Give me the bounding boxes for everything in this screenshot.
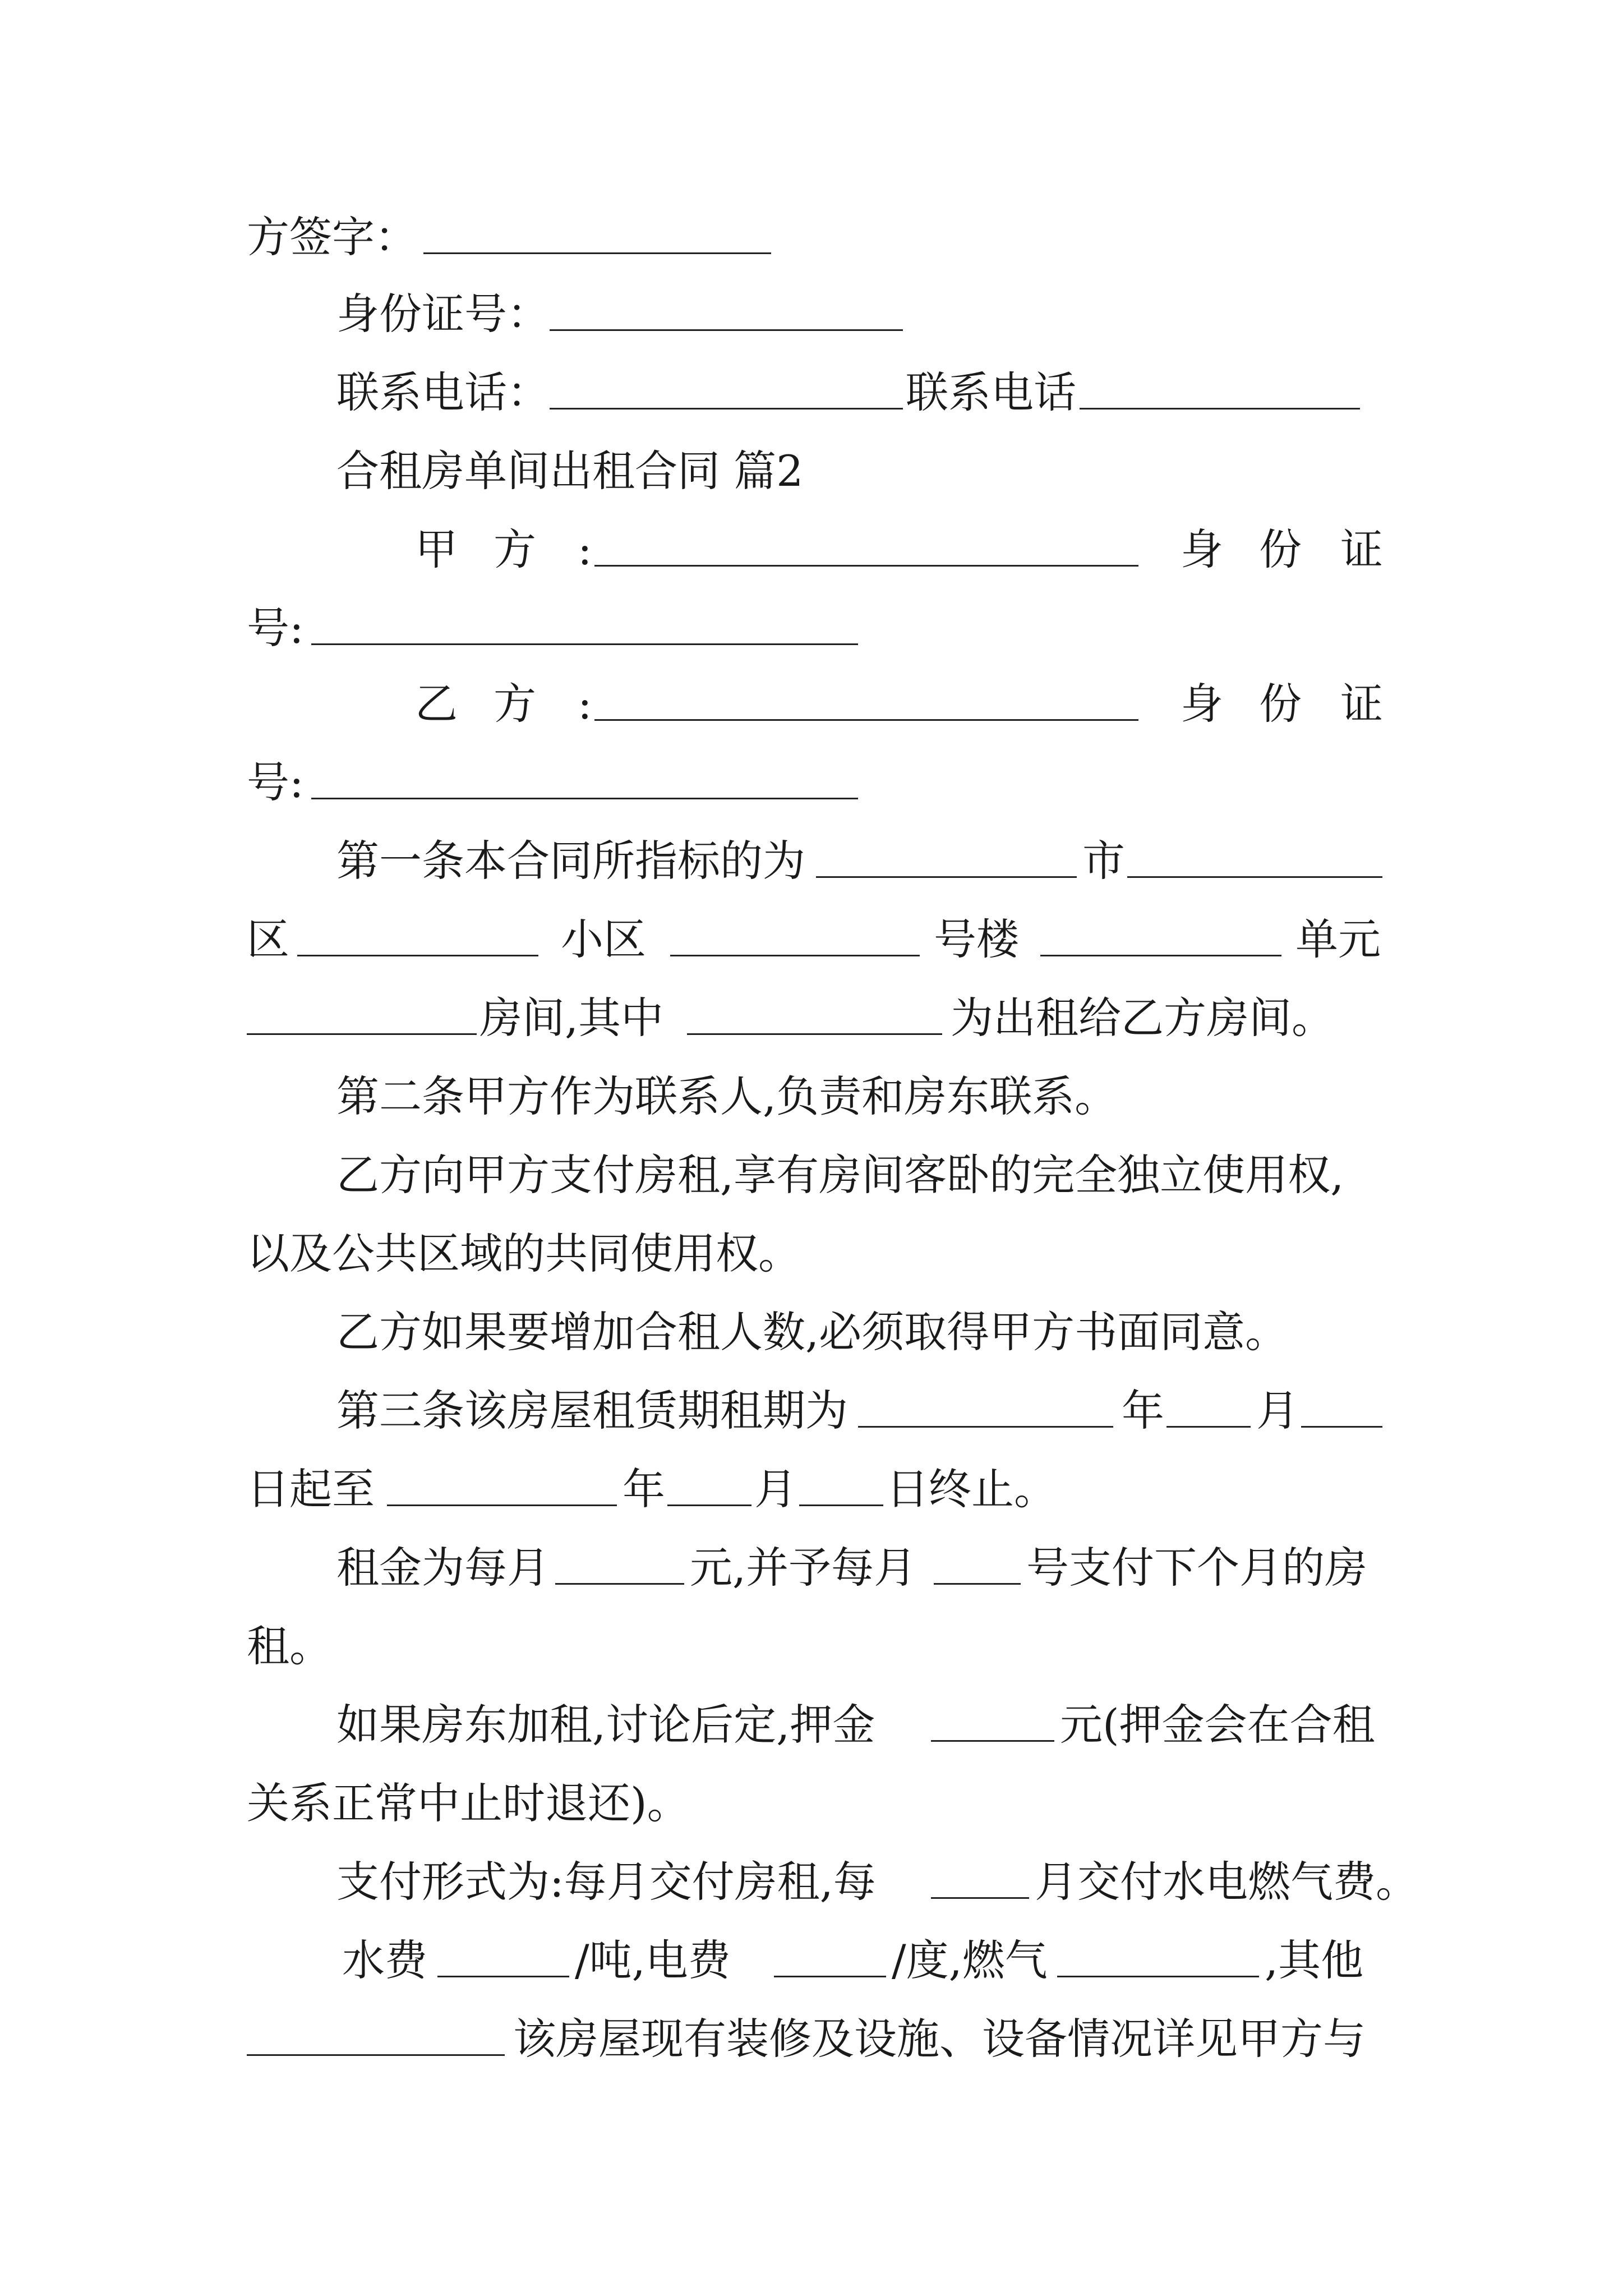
phone-label-1: 联系电话： [336, 367, 550, 417]
id-number-label: 身份证号： [336, 289, 550, 339]
community-blank [297, 955, 538, 956]
signature-line [0, 206, 1623, 268]
party-b-colon: : [578, 679, 592, 729]
start-year-blank [858, 1426, 1113, 1428]
party-a-colon: : [578, 524, 592, 574]
community-label: 小区 [561, 914, 646, 964]
end-day-blank [799, 1504, 883, 1506]
rent-amount-line [0, 1537, 1623, 1599]
party-a-char-1: 甲 [415, 524, 458, 574]
end-month-label: 月 [754, 1464, 797, 1514]
end-year-blank [387, 1504, 617, 1506]
section-title [0, 440, 1623, 502]
water-fee-label: 水费 [342, 1935, 427, 1985]
deposit-line-2 [0, 1773, 1623, 1834]
party-a-blank [594, 565, 1138, 567]
pay-day-label: 元,并予每月 [690, 1543, 917, 1593]
party-b-id-label: 号: [247, 757, 304, 807]
party-b-blank [594, 719, 1138, 721]
article-2-line [0, 1066, 1623, 1128]
article-3-text: 第三条该房屋租赁期租期为 [336, 1386, 848, 1435]
party-a-line [0, 519, 1623, 581]
phone-label-2: 联系电话 [906, 367, 1076, 417]
room-blank [247, 1033, 477, 1035]
rent-rights-text-2: 以及公共区域的共同使用权。 [247, 1228, 801, 1278]
gas-fee-label: /度,燃气 [892, 1935, 1048, 1985]
party-a-id-char-2: 份 [1259, 524, 1302, 574]
end-month-blank [667, 1504, 751, 1506]
district-blank-pre [1127, 876, 1382, 878]
party-b-char-1: 乙 [415, 679, 458, 729]
party-a-id-line [0, 597, 1623, 659]
city-blank [816, 876, 1077, 878]
start-year-label: 年 [1122, 1386, 1164, 1435]
signature-label: 方签字： [247, 212, 417, 262]
rent-amount-blank [555, 1583, 684, 1585]
start-day-blank [1301, 1426, 1382, 1428]
electricity-fee-label: /吨,电费 [575, 1935, 731, 1985]
party-b-id-char-2: 份 [1259, 679, 1302, 729]
article-1-line-1 [0, 830, 1623, 892]
facilities-text: 该房屋现有装修及设施、设备情况详见甲方与 [513, 2014, 1366, 2064]
district-label: 区 [247, 914, 289, 964]
deposit-note-2: 关系正常中止时退还)。 [247, 1778, 690, 1828]
rent-amount-label: 租金为每月 [336, 1543, 550, 1593]
building-label: 号楼 [934, 914, 1019, 964]
facilities-line [0, 2008, 1623, 2070]
rented-room-blank [687, 1033, 942, 1035]
tenant-increase-text: 乙方如果要增加合租人数,必须取得甲方书面同意。 [336, 1307, 1288, 1357]
section-title-text: 合租房单间出租合同 篇2 [336, 446, 804, 496]
tenant-increase-line [0, 1301, 1623, 1363]
end-date-label: 日起至 [247, 1464, 375, 1514]
signature-blank [423, 252, 771, 254]
phone-blank-2 [1080, 408, 1360, 409]
article-2-text: 第二条甲方作为联系人,负责和房东联系。 [336, 1071, 1118, 1121]
pay-day-blank [934, 1583, 1021, 1585]
deposit-note: 元(押金会在合租 [1060, 1700, 1375, 1750]
city-label: 市 [1082, 836, 1125, 886]
party-b-id-char-1: 身 [1181, 679, 1223, 729]
rent-rights-text-1: 乙方向甲方支付房租,享有房间客卧的完全独立使用权, [336, 1150, 1344, 1200]
party-b-id-line [0, 752, 1623, 813]
water-fee-blank [437, 1976, 569, 1977]
id-number-line [0, 283, 1623, 345]
party-a-id-char-3: 证 [1340, 524, 1383, 574]
article-1-line-3 [0, 987, 1623, 1049]
utility-months-blank [931, 1897, 1029, 1899]
article-1-line-2 [0, 909, 1623, 970]
id-number-blank [550, 329, 903, 331]
other-fee-label: ,其他 [1265, 1935, 1364, 1985]
building-blank [670, 955, 920, 956]
deposit-blank [931, 1740, 1054, 1742]
end-day-label: 日终止。 [886, 1464, 1057, 1514]
rent-rights-line-1 [0, 1144, 1623, 1206]
payment-method-line [0, 1851, 1623, 1913]
party-b-char-2: 方 [494, 679, 536, 729]
phone-line [0, 362, 1623, 424]
article-3-line-2 [0, 1458, 1623, 1520]
start-month-blank [1166, 1426, 1251, 1428]
rented-room-label: 为出租给乙方房间。 [951, 993, 1334, 1043]
start-month-label: 月 [1256, 1386, 1299, 1435]
end-year-label: 年 [623, 1464, 665, 1514]
rent-amount-line-2 [0, 1616, 1623, 1677]
unit-blank [1040, 955, 1281, 956]
phone-blank-1 [550, 408, 903, 409]
utility-payment-text: 月交付水电燃气费。 [1035, 1857, 1418, 1907]
party-a-id-label: 号: [247, 603, 304, 653]
party-a-char-2: 方 [494, 524, 536, 574]
next-month-text: 号支付下个月的房 [1026, 1543, 1367, 1593]
party-b-id-char-3: 证 [1340, 679, 1383, 729]
gas-fee-blank [1057, 1976, 1259, 1977]
party-a-id-char-1: 身 [1181, 524, 1223, 574]
deposit-label: 如果房东加租,讨论后定,押金 [336, 1700, 875, 1750]
party-a-id-blank [311, 643, 858, 645]
party-b-id-blank [311, 798, 858, 799]
article-1-text: 第一条本合同所指标的为 [336, 836, 805, 886]
utility-rates-line [0, 1930, 1623, 1991]
deposit-line [0, 1694, 1623, 1756]
payment-method-label: 支付形式为:每月交付房租,每 [336, 1857, 876, 1907]
electricity-fee-blank [774, 1976, 886, 1977]
room-label: 房间,其中 [479, 993, 664, 1043]
article-3-line-1 [0, 1380, 1623, 1442]
other-fee-blank [247, 2054, 505, 2056]
unit-label: 单元 [1295, 914, 1381, 964]
rent-rights-line-2 [0, 1223, 1623, 1285]
party-b-line [0, 673, 1623, 735]
rent-amount-text-2: 租。 [247, 1621, 332, 1671]
